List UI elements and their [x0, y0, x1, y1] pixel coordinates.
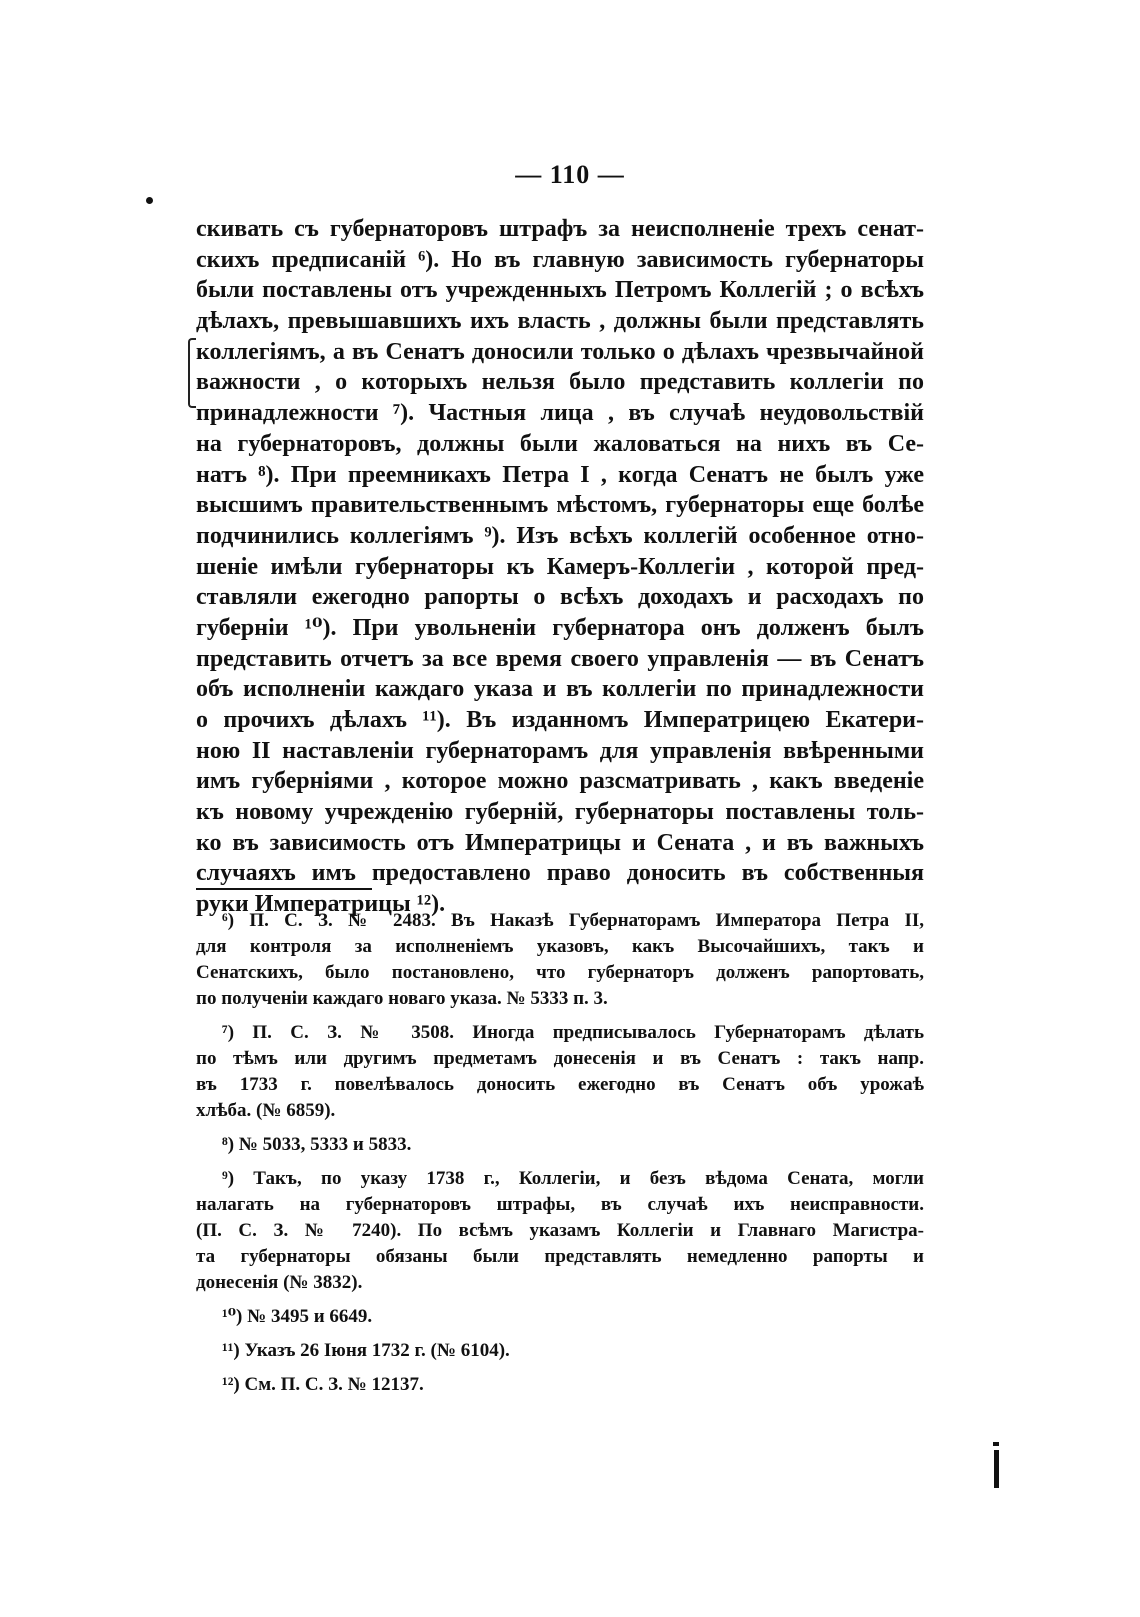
- ink-dot: [146, 197, 153, 204]
- body-line: важности , о которыхъ нельзя было представить коллегіи по: [196, 369, 924, 396]
- footnote-7: [196, 1020, 924, 1124]
- body-line: ною II наставленіи губернаторамъ для управленія ввѣренными: [196, 737, 924, 764]
- body-line: руки Императрицы ¹²).: [196, 891, 446, 918]
- body-line: губерніи ¹⁰). При увольненіи губернатора онъ долженъ былъ: [196, 614, 924, 641]
- scan-edge-mark: [994, 1450, 999, 1488]
- footnote-line: ⁸) № 5033, 5333 и 5833.: [222, 1134, 412, 1155]
- footnote-line: по полученіи каждаго новаго указа. № 5333 п. 3.: [196, 988, 608, 1009]
- footnote-8: [196, 1132, 924, 1158]
- body-line: были поставлены отъ учрежденныхъ Петромъ Коллегій ; о всѣхъ: [196, 277, 924, 304]
- body-line: къ новому учрежденію губерній, губернаторы поставлены толь-: [196, 799, 924, 826]
- body-line: ко въ зависимость отъ Императрицы и Сената , и въ важныхъ: [196, 829, 924, 856]
- body-line: принадлежности ⁷). Частныя лица , въ случаѣ неудовольствій: [196, 400, 924, 427]
- body-line: представить отчетъ за все время своего управленія — въ Сенатъ: [196, 645, 924, 672]
- body-line: на губернаторовъ, должны были жаловаться на нихъ въ Се-: [196, 430, 924, 457]
- footnote-line: Сенатскихъ, было постановлено, что губернаторъ долженъ рапортовать,: [196, 962, 924, 983]
- footnote-10: [196, 1304, 924, 1330]
- footnote-line: донесенія (№ 3832).: [196, 1272, 363, 1293]
- footnote-separator-rule: [196, 888, 372, 890]
- footnote-line: по тѣмъ или другимъ предметамъ донесенія и въ Сенатъ : такъ напр.: [196, 1048, 924, 1069]
- footnote-line: ¹¹) Указъ 26 Іюня 1732 г. (№ 6104).: [222, 1340, 510, 1361]
- scan-edge-mark: [993, 1442, 999, 1446]
- main-body-text: [196, 214, 924, 920]
- body-line: случаяхъ имъ предоставлено право доносить въ собственныя: [196, 860, 924, 887]
- footnote-9: [196, 1166, 924, 1296]
- page-number: — 110 —: [515, 160, 625, 189]
- body-line: высшимъ правительственнымъ мѣстомъ, губернаторы еще болѣе: [196, 492, 924, 519]
- footnote-6: [196, 908, 924, 1012]
- body-line: о прочихъ дѣлахъ ¹¹). Въ изданномъ Императрицею Екатери-: [196, 707, 924, 733]
- body-line: ставляли ежегодно рапорты о всѣхъ доходахъ и расходахъ по: [196, 584, 924, 611]
- footnote-11: [196, 1338, 924, 1364]
- footnote-line: налагать на губернаторовъ штрафы, въ случаѣ ихъ неисправности.: [196, 1194, 924, 1215]
- body-line: объ исполненіи каждаго указа и въ коллегіи по принадлежности: [196, 676, 924, 703]
- body-line: дѣлахъ, превышавшихъ ихъ власть , должны были представлять: [196, 308, 924, 335]
- footnote-line: та губернаторы обязаны были представлять немедленно рапорты и: [196, 1246, 924, 1267]
- footnote-line: (П. С. З. № 7240). По всѣмъ указамъ Коллегіи и Главнаго Магистра-: [196, 1220, 924, 1241]
- body-line: подчинились коллегіямъ ⁹). Изъ всѣхъ коллегій особенное отно-: [196, 522, 924, 549]
- footnote-line: для контроля за исполненіемъ указовъ, какъ Высочайшихъ, такъ и: [196, 936, 924, 957]
- footnote-line: ⁹) Такъ, по указу 1738 г., Коллегіи, и безъ вѣдома Сената, могли: [222, 1168, 924, 1189]
- body-line: шеніе имѣли губернаторы къ Камеръ-Коллегіи , которой пред-: [196, 553, 924, 580]
- footnote-line: въ 1733 г. повелѣвалось доносить ежегодно въ Сенатъ объ урожаѣ: [196, 1074, 924, 1095]
- footnote-line: ¹⁰) № 3495 и 6649.: [222, 1306, 373, 1327]
- body-line: имъ губерніями , которое можно разсматривать , какъ введеніе: [196, 768, 924, 795]
- footnote-line: ⁶) П. С. З. № 2483. Въ Наказѣ Губернаторамъ Императора Петра II,: [222, 910, 924, 931]
- body-line: натъ ⁸). При преемникахъ Петра I , когда Сенатъ не былъ уже: [196, 461, 924, 488]
- body-line: скивать съ губернаторовъ штрафъ за неисполненіе трехъ сенат-: [196, 216, 924, 242]
- footnote-line: ¹²) См. П. С. З. № 12137.: [222, 1374, 424, 1395]
- footnote-12: [196, 1372, 924, 1398]
- footnotes-section: [196, 908, 924, 1406]
- body-line: коллегіямъ, а въ Сенатъ доносили только о дѣлахъ чрезвычайной: [196, 338, 924, 365]
- body-line: скихъ предписаній ⁶). Но въ главную зависимость губернаторы: [196, 246, 924, 273]
- margin-bracket-mark: [188, 338, 196, 408]
- footnote-line: хлѣба. (№ 6859).: [196, 1100, 336, 1121]
- footnote-line: ⁷) П. С. З. № 3508. Иногда предписывалось Губернаторамъ дѣлать: [222, 1022, 924, 1043]
